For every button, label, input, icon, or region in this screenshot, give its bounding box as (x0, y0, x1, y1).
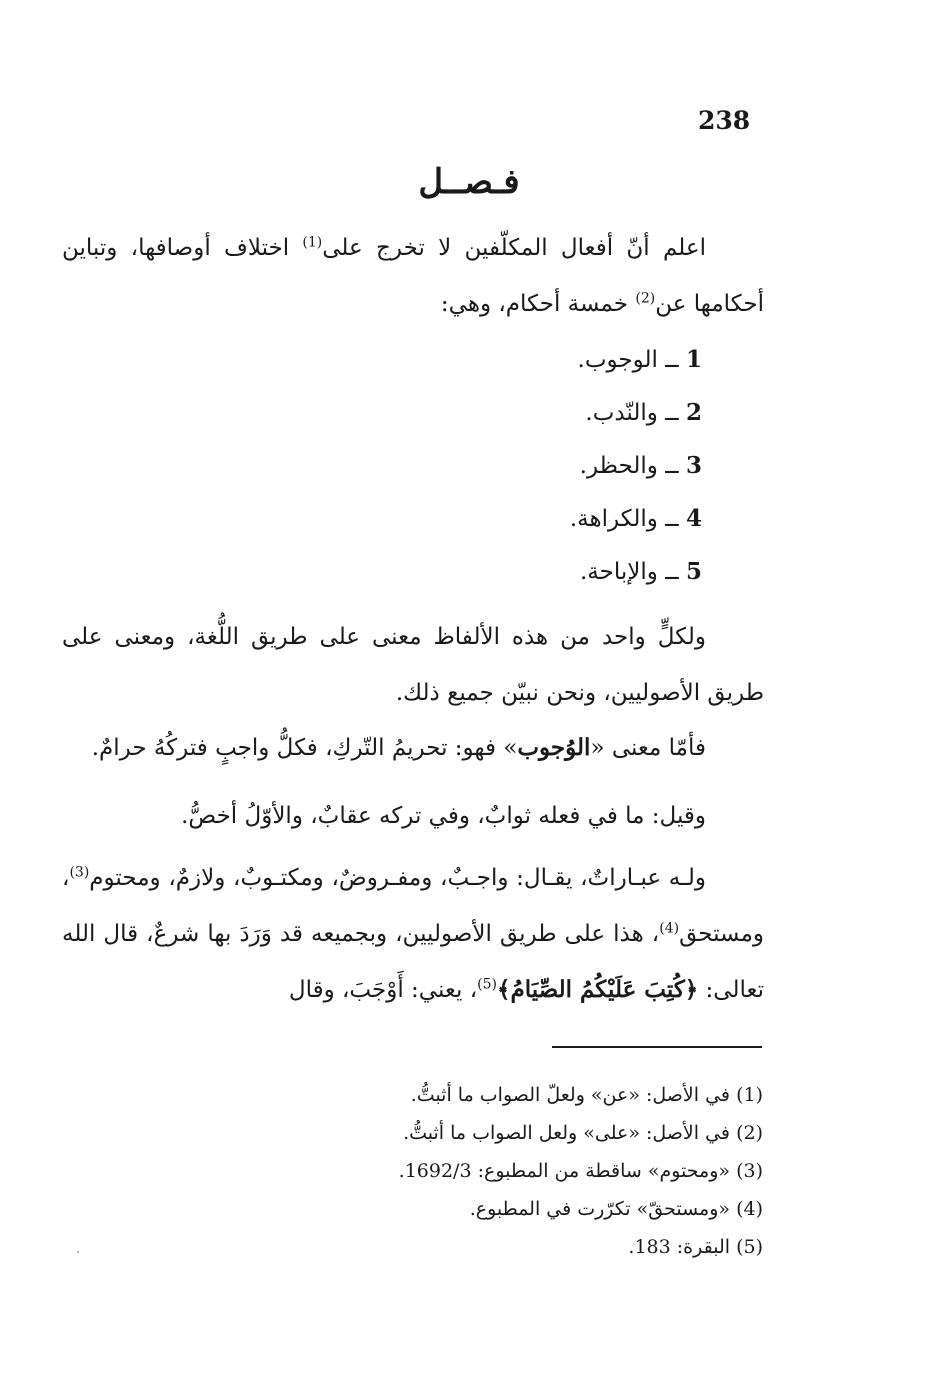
list-item (570, 545, 702, 598)
footnote-ref-2[interactable]: (2) (635, 290, 656, 307)
list-item-label: ــ والإباحة. (580, 559, 686, 585)
page-number: 238 (698, 106, 751, 135)
footnote-item (399, 1228, 763, 1266)
footnote-ref-1[interactable]: (1) (302, 234, 323, 251)
footnote-number: (2) (736, 1122, 763, 1144)
list-item-label: ــ الوجوب. (577, 347, 686, 373)
ibarat-text-mid: ، ومستحق (62, 865, 764, 947)
footnote-ref-4[interactable]: (4) (659, 920, 680, 937)
meaning-paragraph: ولكلٍّ واحد من هذه الألفاظ معنى على طريق اللُّغة، ومعنى على طريق الأصوليين، ونحن نبيّن جميع ذلك. (62, 624, 764, 706)
list-item-number: 5 (685, 558, 702, 585)
ibarat-text-continued: ، هذا على طريق الأصوليين، وبجميعه قد وَرَدَ بها شرعٌ، قال الله تعالى: (62, 921, 764, 1003)
footnote-text: البقرة: 183. (628, 1236, 731, 1258)
footnote-ref-5[interactable]: (5) (477, 976, 497, 993)
list-item (570, 333, 702, 386)
intro-text-end: خمسة أحكام، وهي: (440, 291, 636, 317)
footnotes (399, 1076, 763, 1266)
section-heading: فـصــل (418, 162, 520, 202)
footnote-number: (4) (736, 1198, 763, 1220)
footnote-item (399, 1152, 763, 1190)
footnote-number: (1) (736, 1084, 763, 1106)
footnote-text: في الأصل: «على» ولعل الصواب ما أثبتُّ. (403, 1122, 731, 1144)
footnote-text: في الأصل: «عن» ولعلّ الصواب ما أثبتُّ. (410, 1084, 731, 1106)
intro-paragraph (62, 220, 764, 332)
list-item (570, 439, 702, 492)
list-item-number: 2 (685, 399, 702, 426)
scan-speck (77, 1251, 79, 1253)
quran-verse: ﴿كُتِبَ عَلَيْكُمُ الصِّيَامُ﴾ (496, 976, 699, 1003)
list-item-number: 3 (685, 452, 702, 479)
list-item-label: ــ والنّدب. (585, 400, 686, 426)
ibarat-text-start: ولـه عبـاراتٌ، يقـال: واجـبٌ، ومفـروضٌ، ومكتـوبٌ، ولازمٌ، ومحتوم (89, 865, 706, 891)
footnote-item (399, 1114, 763, 1152)
rulings-list (570, 333, 702, 598)
list-item-number: 4 (685, 505, 702, 532)
wujub-text-start: فأمّا معنى « (590, 735, 706, 761)
list-item-label: ــ والكراهة. (569, 506, 686, 532)
footnote-ref-3[interactable]: (3) (69, 864, 90, 881)
wujub-text-end: » فهو: تحريمُ التّركِ، فكلُّ واجبٍ فتركُهُ حرامٌ. (91, 735, 518, 761)
ibarat-text-end: ، يعني: أَوْجَبَ، وقال (288, 977, 478, 1003)
footnote-item (399, 1190, 763, 1228)
footnote-item (399, 1076, 763, 1114)
ibarat-paragraph (62, 850, 764, 1018)
wujub-paragraph (62, 720, 764, 776)
footnote-divider (552, 1046, 762, 1048)
qila-paragraph: وقيل: ما في فعله ثوابٌ، وفي تركه عقابٌ، والأوّلُ أخصُّ. (181, 803, 706, 829)
footnote-text: «ومحتوم» ساقطة من المطبوع: 1692/3. (398, 1160, 731, 1182)
footnote-number: (5) (736, 1236, 763, 1258)
list-item-label: ــ والحظر. (579, 453, 686, 479)
footnote-number: (3) (736, 1160, 763, 1182)
list-item (570, 492, 702, 545)
wujub-term: الوُجوب (517, 734, 591, 761)
intro-text-middle: اختلاف أوصافها، وتباين أحكامها عن (62, 235, 764, 317)
footnote-text: «ومستحقّ» تكرّرت في المطبوع. (469, 1198, 731, 1220)
intro-text-start: اعلم أنّ أفعال المكلّفين لا تخرج على (322, 235, 706, 261)
list-item-number: 1 (685, 346, 702, 373)
list-item (570, 386, 702, 439)
